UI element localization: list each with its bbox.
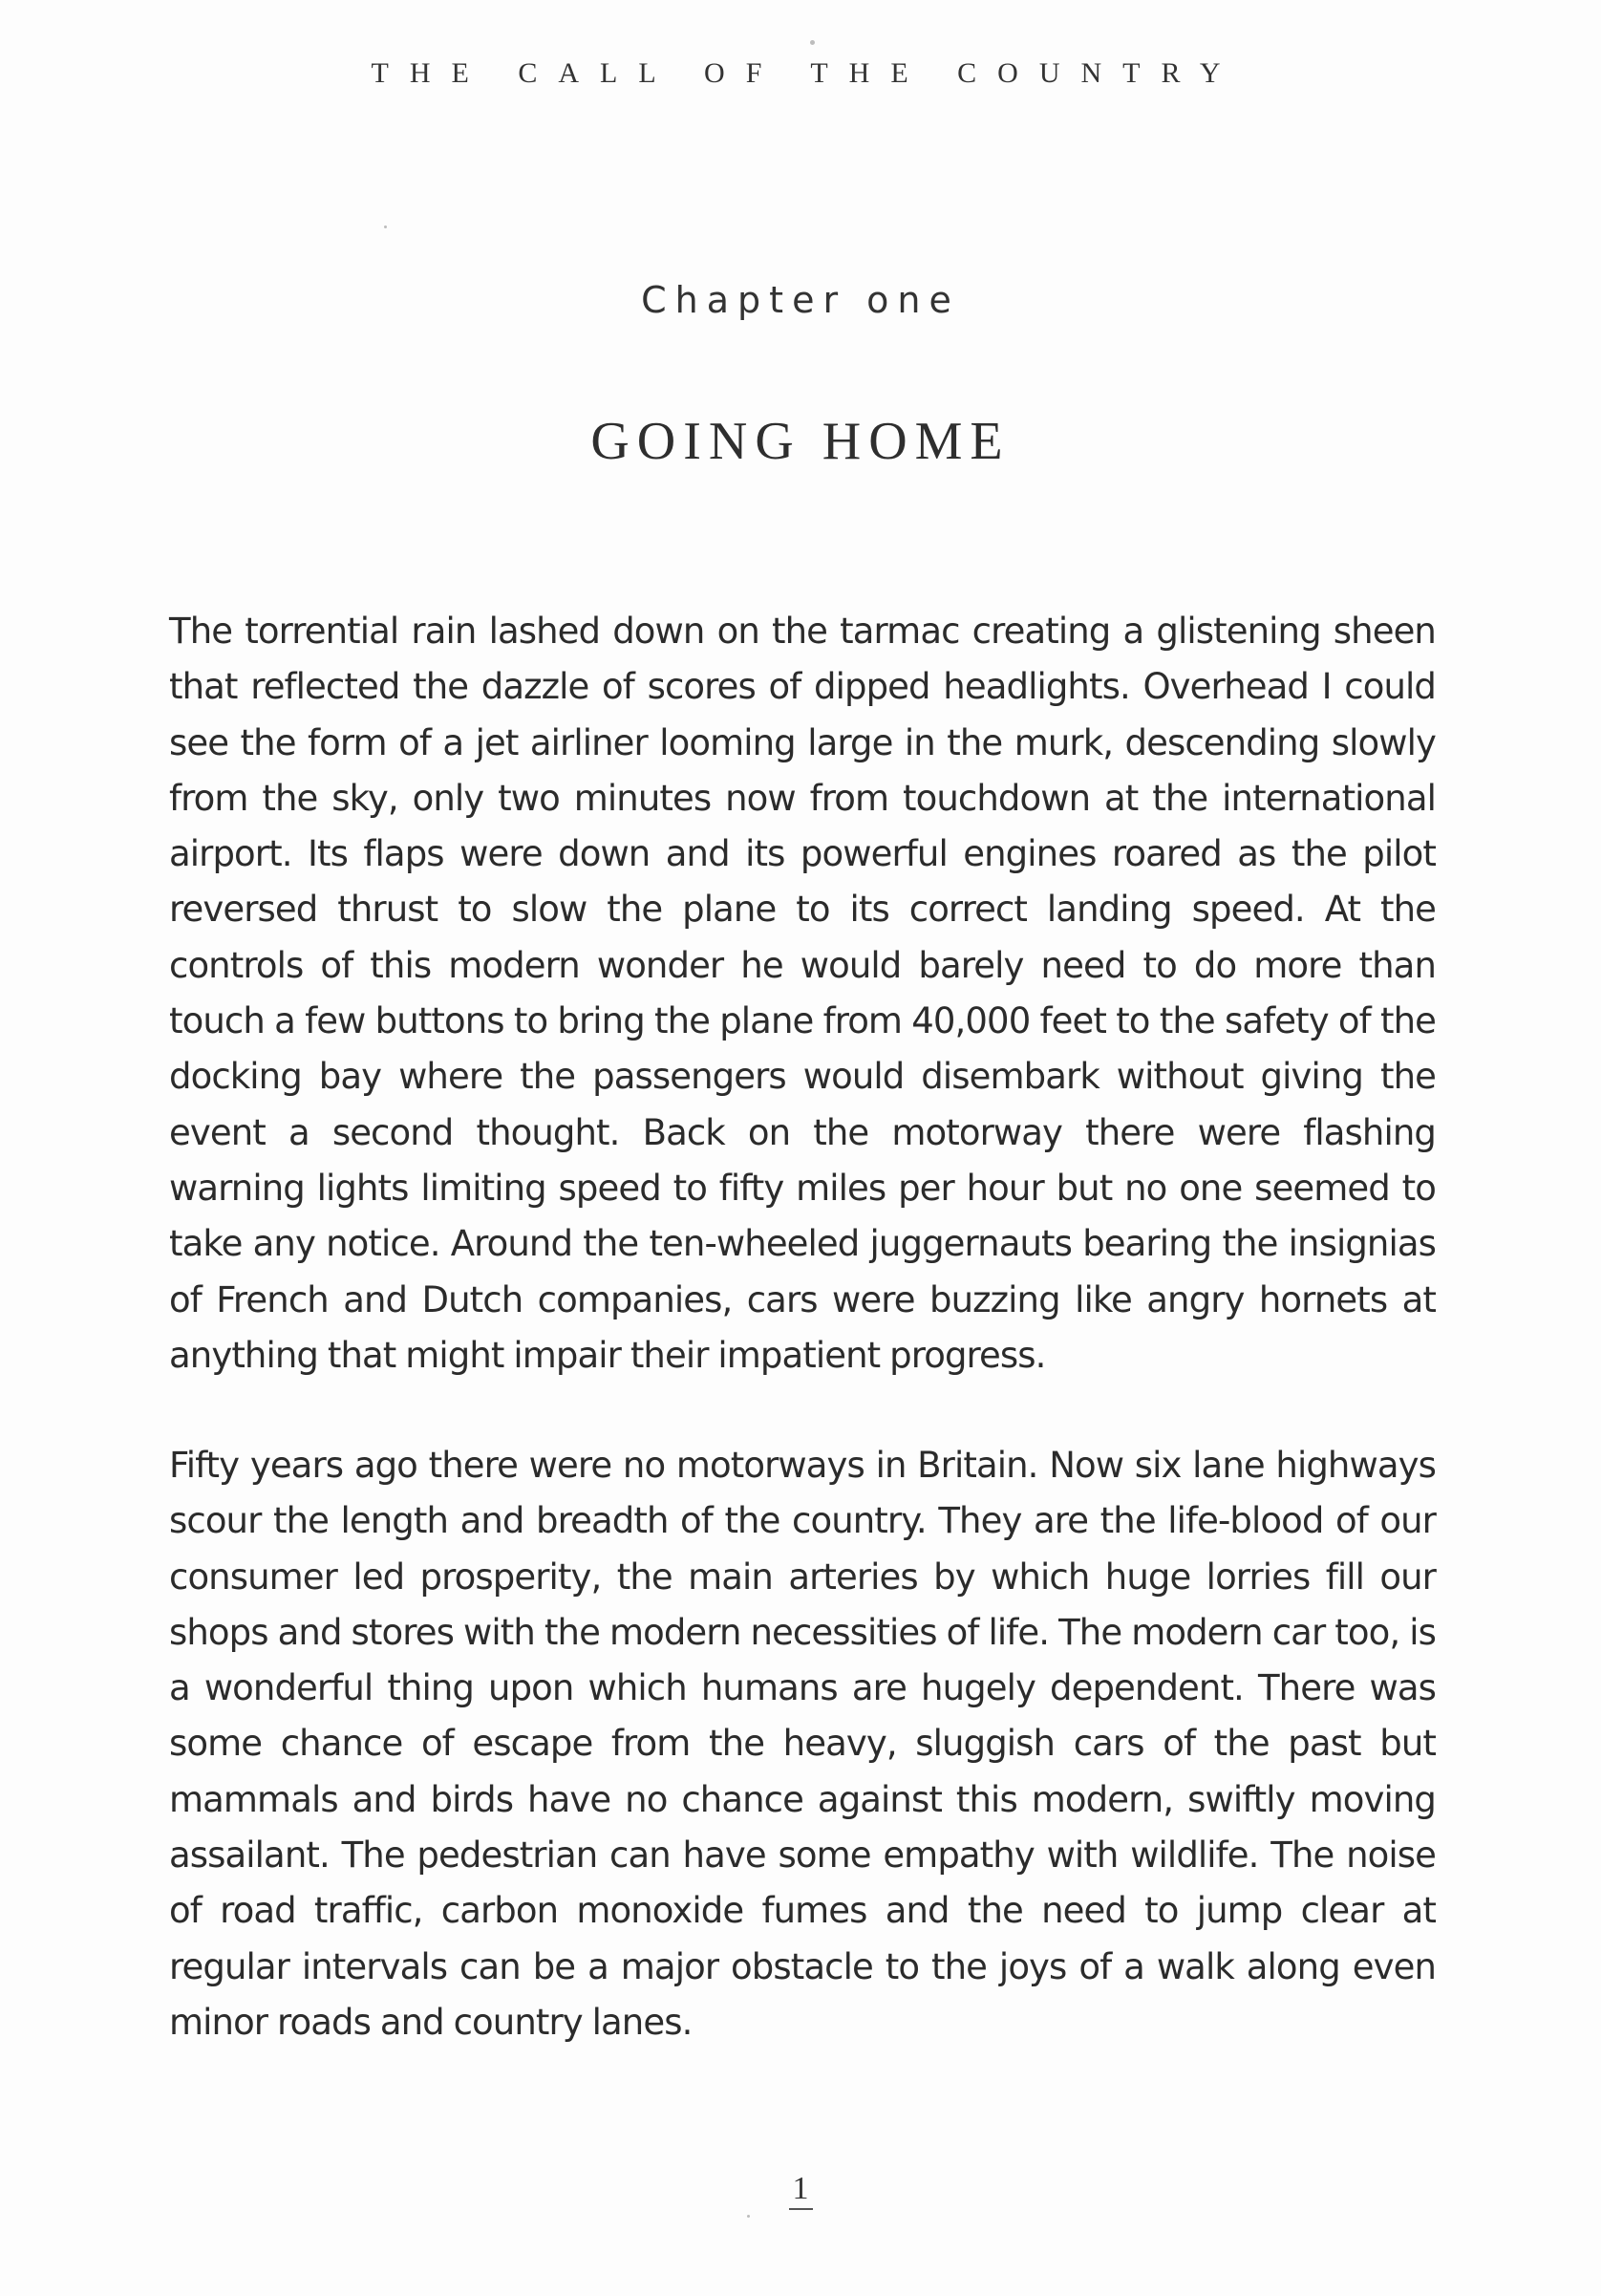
page-number-container xyxy=(0,2171,1601,2207)
scan-speck xyxy=(384,225,387,228)
body-paragraph: The torrential rain lashed down on the tarmac creating a glistening sheen that reflected the dazzle of scores of dipped headlights. Overhead I could see the form of a jet airliner looming large in the murk, descending slowly from the sky, only two minutes now from touchdown at the international airport. Its flaps were down and its powerful engines roared as the pilot reversed thrust to slow the plane to its correct landing speed. At the controls of this modern wonder he would barely need to do more than touch a few buttons to bring the plane from 40,000 feet to the safety of the docking bay where the passengers would disembark without giving the event a second thought. Back on the motorway there were flashing warning lights limiting speed to fifty miles per hour but no one seemed to take any notice. Around the ten-wheeled juggernauts bearing the insignias of French and Dutch companies, cars were buzzing like angry hornets at anything that might impair their impatient progress. xyxy=(169,611,1436,1376)
body-paragraph: Fifty years ago there were no motorways in Britain. Now six lane highways scour the length and breadth of the country. They are the life-blood of our consumer led prosperity, the main arteries by which huge lorries fill our shops and stores with the modern necessities of life. The modern car too, is a wonderful thing upon which humans are hugely dependent. There was some chance of escape from the heavy, sluggish cars of the past but mammals and birds have no chance against this modern, swiftly moving assailant. The pedestrian can have some empathy with wildlife. The noise of road traffic, carbon monoxide fumes and the need to jump clear at regular intervals can be a major obstacle to the joys of a walk along even minor roads and country lanes. xyxy=(169,1445,1436,2043)
chapter-title: GOING HOME xyxy=(590,412,1011,471)
chapter-label: Chapter one xyxy=(641,279,960,321)
page-number: 1 xyxy=(789,2171,813,2210)
scan-speck xyxy=(810,40,815,45)
scan-speck xyxy=(747,2215,750,2218)
running-head: THE CALL OF THE COUNTRY xyxy=(371,57,1242,89)
